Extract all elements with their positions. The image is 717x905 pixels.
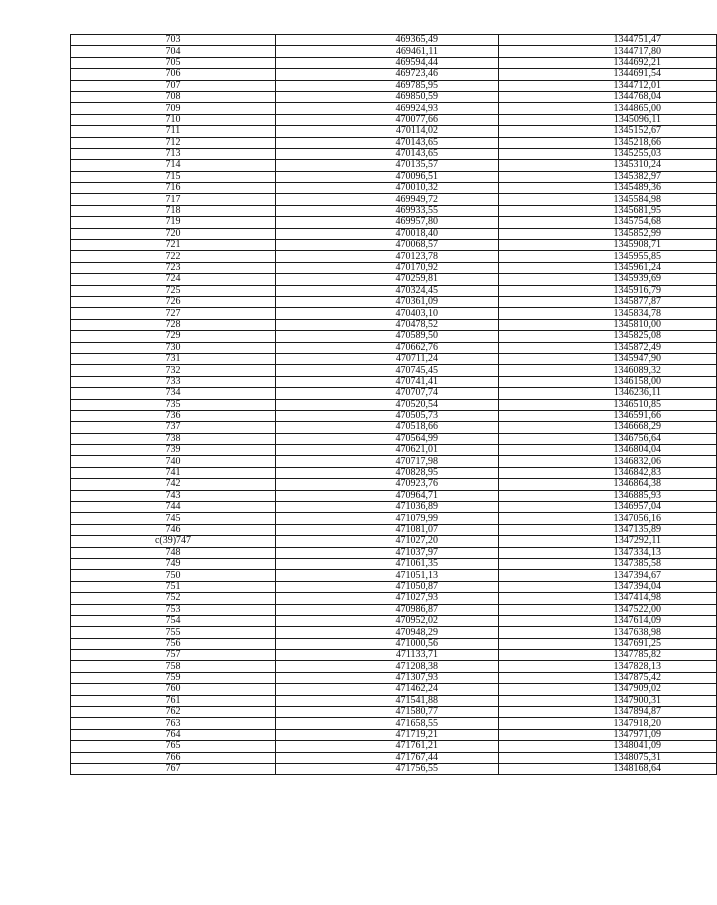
point-number-cell: 759 — [71, 672, 276, 683]
table-row — [71, 615, 717, 626]
point-number-cell: 712 — [71, 137, 276, 148]
point-number-cell: 718 — [71, 205, 276, 216]
table-row — [71, 490, 717, 501]
x-coordinate-cell: 470948,29 — [276, 627, 499, 638]
x-coordinate-cell: 470010,32 — [276, 183, 499, 194]
point-number-cell: 766 — [71, 752, 276, 763]
y-coordinate-cell: 1347614,09 — [499, 615, 717, 626]
y-coordinate-cell: 1346591,66 — [499, 410, 717, 421]
point-number-cell: 721 — [71, 240, 276, 251]
x-coordinate-cell: 471037,97 — [276, 547, 499, 558]
y-coordinate-cell: 1347900,31 — [499, 695, 717, 706]
y-coordinate-cell: 1345382,97 — [499, 171, 717, 182]
y-coordinate-cell: 1345489,36 — [499, 183, 717, 194]
y-coordinate-cell: 1347638,98 — [499, 627, 717, 638]
x-coordinate-cell: 471079,99 — [276, 513, 499, 524]
x-coordinate-cell: 470621,01 — [276, 445, 499, 456]
x-coordinate-cell: 471756,55 — [276, 764, 499, 775]
x-coordinate-cell: 469785,95 — [276, 80, 499, 91]
point-number-cell: 725 — [71, 285, 276, 296]
point-number-cell: 720 — [71, 228, 276, 239]
x-coordinate-cell: 471061,35 — [276, 558, 499, 569]
point-number-cell: 749 — [71, 558, 276, 569]
table-row — [71, 502, 717, 513]
x-coordinate-cell: 470170,92 — [276, 262, 499, 273]
table-row — [71, 433, 717, 444]
y-coordinate-cell: 1345681,95 — [499, 205, 717, 216]
y-coordinate-cell: 1346832,06 — [499, 456, 717, 467]
table-row — [71, 752, 717, 763]
x-coordinate-cell: 471541,88 — [276, 695, 499, 706]
table-row — [71, 240, 717, 251]
y-coordinate-cell: 1347971,09 — [499, 729, 717, 740]
table-row — [71, 262, 717, 273]
x-coordinate-cell: 470923,76 — [276, 479, 499, 490]
x-coordinate-cell: 470361,09 — [276, 296, 499, 307]
x-coordinate-cell: 471081,07 — [276, 524, 499, 535]
y-coordinate-cell: 1345961,24 — [499, 262, 717, 273]
table-row — [71, 342, 717, 353]
point-number-cell: 735 — [71, 399, 276, 410]
x-coordinate-cell: 469949,72 — [276, 194, 499, 205]
x-coordinate-cell: 469461,11 — [276, 46, 499, 57]
y-coordinate-cell: 1346089,32 — [499, 365, 717, 376]
coordinates-document — [70, 34, 661, 775]
x-coordinate-cell: 470478,52 — [276, 319, 499, 330]
y-coordinate-cell: 1347918,20 — [499, 718, 717, 729]
table-row — [71, 35, 717, 46]
y-coordinate-cell: 1345908,71 — [499, 240, 717, 251]
x-coordinate-cell: 470114,02 — [276, 126, 499, 137]
table-row — [71, 593, 717, 604]
point-number-cell: 716 — [71, 183, 276, 194]
y-coordinate-cell: 1344692,21 — [499, 57, 717, 68]
x-coordinate-cell: 469924,93 — [276, 103, 499, 114]
y-coordinate-cell: 1346957,04 — [499, 502, 717, 513]
table-row — [71, 399, 717, 410]
x-coordinate-cell: 471719,21 — [276, 729, 499, 740]
point-number-cell: 752 — [71, 593, 276, 604]
y-coordinate-cell: 1346158,00 — [499, 376, 717, 387]
x-coordinate-cell: 471027,93 — [276, 593, 499, 604]
x-coordinate-cell: 471307,93 — [276, 672, 499, 683]
table-row — [71, 604, 717, 615]
point-number-cell: 754 — [71, 615, 276, 626]
point-number-cell: 742 — [71, 479, 276, 490]
table-row — [71, 103, 717, 114]
x-coordinate-cell: 469957,80 — [276, 217, 499, 228]
point-number-cell: 748 — [71, 547, 276, 558]
table-row — [71, 672, 717, 683]
table-row — [71, 627, 717, 638]
y-coordinate-cell: 1345584,98 — [499, 194, 717, 205]
y-coordinate-cell: 1348075,31 — [499, 752, 717, 763]
x-coordinate-cell: 470123,78 — [276, 251, 499, 262]
x-coordinate-cell: 470964,71 — [276, 490, 499, 501]
table-row — [71, 205, 717, 216]
point-number-cell: 753 — [71, 604, 276, 615]
point-number-cell: 765 — [71, 741, 276, 752]
y-coordinate-cell: 1345872,49 — [499, 342, 717, 353]
y-coordinate-cell: 1344712,01 — [499, 80, 717, 91]
table-row — [71, 661, 717, 672]
point-number-cell: 710 — [71, 114, 276, 125]
table-row — [71, 388, 717, 399]
table-row — [71, 160, 717, 171]
point-number-cell: 746 — [71, 524, 276, 535]
x-coordinate-cell: 470952,02 — [276, 615, 499, 626]
x-coordinate-cell: 471000,56 — [276, 638, 499, 649]
point-number-cell: 745 — [71, 513, 276, 524]
table-row — [71, 46, 717, 57]
point-number-cell: 705 — [71, 57, 276, 68]
point-number-cell: 719 — [71, 217, 276, 228]
x-coordinate-cell: 470403,10 — [276, 308, 499, 319]
point-number-cell: 724 — [71, 274, 276, 285]
x-coordinate-cell: 471767,44 — [276, 752, 499, 763]
x-coordinate-cell: 470828,95 — [276, 467, 499, 478]
point-number-cell: 706 — [71, 69, 276, 80]
x-coordinate-cell: 470589,50 — [276, 331, 499, 342]
point-number-cell: 731 — [71, 353, 276, 364]
x-coordinate-cell: 471658,55 — [276, 718, 499, 729]
point-number-cell: 758 — [71, 661, 276, 672]
coordinates-table-body — [71, 35, 717, 775]
x-coordinate-cell: 470707,74 — [276, 388, 499, 399]
x-coordinate-cell: 470077,66 — [276, 114, 499, 125]
y-coordinate-cell: 1345810,00 — [499, 319, 717, 330]
y-coordinate-cell: 1348041,09 — [499, 741, 717, 752]
table-row — [71, 319, 717, 330]
table-row — [71, 718, 717, 729]
x-coordinate-cell: 470018,40 — [276, 228, 499, 239]
x-coordinate-cell: 471580,77 — [276, 707, 499, 718]
x-coordinate-cell: 470505,73 — [276, 410, 499, 421]
table-row — [71, 513, 717, 524]
point-number-cell: 723 — [71, 262, 276, 273]
table-row — [71, 422, 717, 433]
x-coordinate-cell: 471051,13 — [276, 570, 499, 581]
point-number-cell: 711 — [71, 126, 276, 137]
table-row — [71, 126, 717, 137]
table-row — [71, 456, 717, 467]
table-row — [71, 171, 717, 182]
table-row — [71, 296, 717, 307]
point-number-cell: 744 — [71, 502, 276, 513]
y-coordinate-cell: 1345947,90 — [499, 353, 717, 364]
table-row — [71, 707, 717, 718]
point-number-cell: 756 — [71, 638, 276, 649]
point-number-cell: 733 — [71, 376, 276, 387]
y-coordinate-cell: 1345825,08 — [499, 331, 717, 342]
point-number-cell: 760 — [71, 684, 276, 695]
point-number-cell: 730 — [71, 342, 276, 353]
y-coordinate-cell: 1345218,66 — [499, 137, 717, 148]
table-row — [71, 558, 717, 569]
table-row — [71, 114, 717, 125]
table-row — [71, 331, 717, 342]
x-coordinate-cell: 470745,45 — [276, 365, 499, 376]
y-coordinate-cell: 1346864,38 — [499, 479, 717, 490]
point-number-cell: c(39)747 — [71, 536, 276, 547]
y-coordinate-cell: 1346842,83 — [499, 467, 717, 478]
point-number-cell: 761 — [71, 695, 276, 706]
point-number-cell: 715 — [71, 171, 276, 182]
point-number-cell: 714 — [71, 160, 276, 171]
table-row — [71, 764, 717, 775]
point-number-cell: 763 — [71, 718, 276, 729]
y-coordinate-cell: 1345310,24 — [499, 160, 717, 171]
x-coordinate-cell: 470135,57 — [276, 160, 499, 171]
point-number-cell: 703 — [71, 35, 276, 46]
table-row — [71, 570, 717, 581]
table-row — [71, 376, 717, 387]
point-number-cell: 704 — [71, 46, 276, 57]
point-number-cell: 740 — [71, 456, 276, 467]
y-coordinate-cell: 1345877,87 — [499, 296, 717, 307]
point-number-cell: 741 — [71, 467, 276, 478]
table-row — [71, 638, 717, 649]
x-coordinate-cell: 469933,55 — [276, 205, 499, 216]
x-coordinate-cell: 470068,57 — [276, 240, 499, 251]
y-coordinate-cell: 1347828,13 — [499, 661, 717, 672]
table-row — [71, 80, 717, 91]
table-row — [71, 650, 717, 661]
x-coordinate-cell: 471462,24 — [276, 684, 499, 695]
table-row — [71, 183, 717, 194]
point-number-cell: 734 — [71, 388, 276, 399]
y-coordinate-cell: 1345916,79 — [499, 285, 717, 296]
y-coordinate-cell: 1345834,78 — [499, 308, 717, 319]
y-coordinate-cell: 1347394,04 — [499, 581, 717, 592]
x-coordinate-cell: 470096,51 — [276, 171, 499, 182]
point-number-cell: 728 — [71, 319, 276, 330]
point-number-cell: 717 — [71, 194, 276, 205]
y-coordinate-cell: 1346804,04 — [499, 445, 717, 456]
table-row — [71, 308, 717, 319]
coordinates-table — [70, 34, 717, 775]
x-coordinate-cell: 470518,66 — [276, 422, 499, 433]
y-coordinate-cell: 1346668,29 — [499, 422, 717, 433]
table-row — [71, 741, 717, 752]
y-coordinate-cell: 1347875,42 — [499, 672, 717, 683]
x-coordinate-cell: 469365,49 — [276, 35, 499, 46]
point-number-cell: 713 — [71, 148, 276, 159]
table-row — [71, 684, 717, 695]
y-coordinate-cell: 1347894,87 — [499, 707, 717, 718]
y-coordinate-cell: 1345754,68 — [499, 217, 717, 228]
table-row — [71, 274, 717, 285]
table-row — [71, 285, 717, 296]
x-coordinate-cell: 471133,71 — [276, 650, 499, 661]
x-coordinate-cell: 470741,41 — [276, 376, 499, 387]
y-coordinate-cell: 1347394,67 — [499, 570, 717, 581]
x-coordinate-cell: 470564,99 — [276, 433, 499, 444]
point-number-cell: 709 — [71, 103, 276, 114]
point-number-cell: 762 — [71, 707, 276, 718]
y-coordinate-cell: 1344768,04 — [499, 91, 717, 102]
x-coordinate-cell: 469723,46 — [276, 69, 499, 80]
y-coordinate-cell: 1347056,16 — [499, 513, 717, 524]
point-number-cell: 732 — [71, 365, 276, 376]
y-coordinate-cell: 1346885,93 — [499, 490, 717, 501]
x-coordinate-cell: 471761,21 — [276, 741, 499, 752]
table-row — [71, 57, 717, 68]
table-row — [71, 69, 717, 80]
y-coordinate-cell: 1347385,58 — [499, 558, 717, 569]
point-number-cell: 736 — [71, 410, 276, 421]
table-row — [71, 695, 717, 706]
point-number-cell: 751 — [71, 581, 276, 592]
x-coordinate-cell: 470711,24 — [276, 353, 499, 364]
x-coordinate-cell: 471027,20 — [276, 536, 499, 547]
point-number-cell: 743 — [71, 490, 276, 501]
table-row — [71, 410, 717, 421]
y-coordinate-cell: 1345939,69 — [499, 274, 717, 285]
point-number-cell: 727 — [71, 308, 276, 319]
y-coordinate-cell: 1347292,11 — [499, 536, 717, 547]
table-row — [71, 547, 717, 558]
x-coordinate-cell: 470986,87 — [276, 604, 499, 615]
x-coordinate-cell: 471050,87 — [276, 581, 499, 592]
table-row — [71, 536, 717, 547]
y-coordinate-cell: 1344751,47 — [499, 35, 717, 46]
table-row — [71, 445, 717, 456]
table-row — [71, 479, 717, 490]
y-coordinate-cell: 1346236,11 — [499, 388, 717, 399]
y-coordinate-cell: 1347334,13 — [499, 547, 717, 558]
x-coordinate-cell: 470143,65 — [276, 137, 499, 148]
y-coordinate-cell: 1347909,02 — [499, 684, 717, 695]
point-number-cell: 750 — [71, 570, 276, 581]
point-number-cell: 757 — [71, 650, 276, 661]
y-coordinate-cell: 1348168,64 — [499, 764, 717, 775]
y-coordinate-cell: 1347135,89 — [499, 524, 717, 535]
x-coordinate-cell: 470143,65 — [276, 148, 499, 159]
table-row — [71, 251, 717, 262]
table-row — [71, 91, 717, 102]
y-coordinate-cell: 1346756,64 — [499, 433, 717, 444]
y-coordinate-cell: 1345255,03 — [499, 148, 717, 159]
table-row — [71, 581, 717, 592]
y-coordinate-cell: 1347414,98 — [499, 593, 717, 604]
point-number-cell: 738 — [71, 433, 276, 444]
point-number-cell: 739 — [71, 445, 276, 456]
table-row — [71, 467, 717, 478]
y-coordinate-cell: 1344865,00 — [499, 103, 717, 114]
point-number-cell: 726 — [71, 296, 276, 307]
table-row — [71, 137, 717, 148]
x-coordinate-cell: 471036,89 — [276, 502, 499, 513]
table-row — [71, 353, 717, 364]
table-row — [71, 148, 717, 159]
y-coordinate-cell: 1345096,11 — [499, 114, 717, 125]
x-coordinate-cell: 470662,76 — [276, 342, 499, 353]
table-row — [71, 524, 717, 535]
y-coordinate-cell: 1347691,25 — [499, 638, 717, 649]
y-coordinate-cell: 1345955,85 — [499, 251, 717, 262]
x-coordinate-cell: 471208,38 — [276, 661, 499, 672]
point-number-cell: 722 — [71, 251, 276, 262]
point-number-cell: 767 — [71, 764, 276, 775]
x-coordinate-cell: 470520,54 — [276, 399, 499, 410]
table-row — [71, 365, 717, 376]
y-coordinate-cell: 1347785,82 — [499, 650, 717, 661]
table-row — [71, 729, 717, 740]
x-coordinate-cell: 470259,81 — [276, 274, 499, 285]
table-row — [71, 217, 717, 228]
y-coordinate-cell: 1344691,54 — [499, 69, 717, 80]
point-number-cell: 737 — [71, 422, 276, 433]
point-number-cell: 755 — [71, 627, 276, 638]
table-row — [71, 228, 717, 239]
x-coordinate-cell: 469850,59 — [276, 91, 499, 102]
x-coordinate-cell: 470717,98 — [276, 456, 499, 467]
point-number-cell: 707 — [71, 80, 276, 91]
point-number-cell: 764 — [71, 729, 276, 740]
y-coordinate-cell: 1345152,67 — [499, 126, 717, 137]
x-coordinate-cell: 469594,44 — [276, 57, 499, 68]
y-coordinate-cell: 1347522,00 — [499, 604, 717, 615]
table-row — [71, 194, 717, 205]
point-number-cell: 708 — [71, 91, 276, 102]
y-coordinate-cell: 1346510,85 — [499, 399, 717, 410]
x-coordinate-cell: 470324,45 — [276, 285, 499, 296]
point-number-cell: 729 — [71, 331, 276, 342]
y-coordinate-cell: 1345852,99 — [499, 228, 717, 239]
y-coordinate-cell: 1344717,80 — [499, 46, 717, 57]
